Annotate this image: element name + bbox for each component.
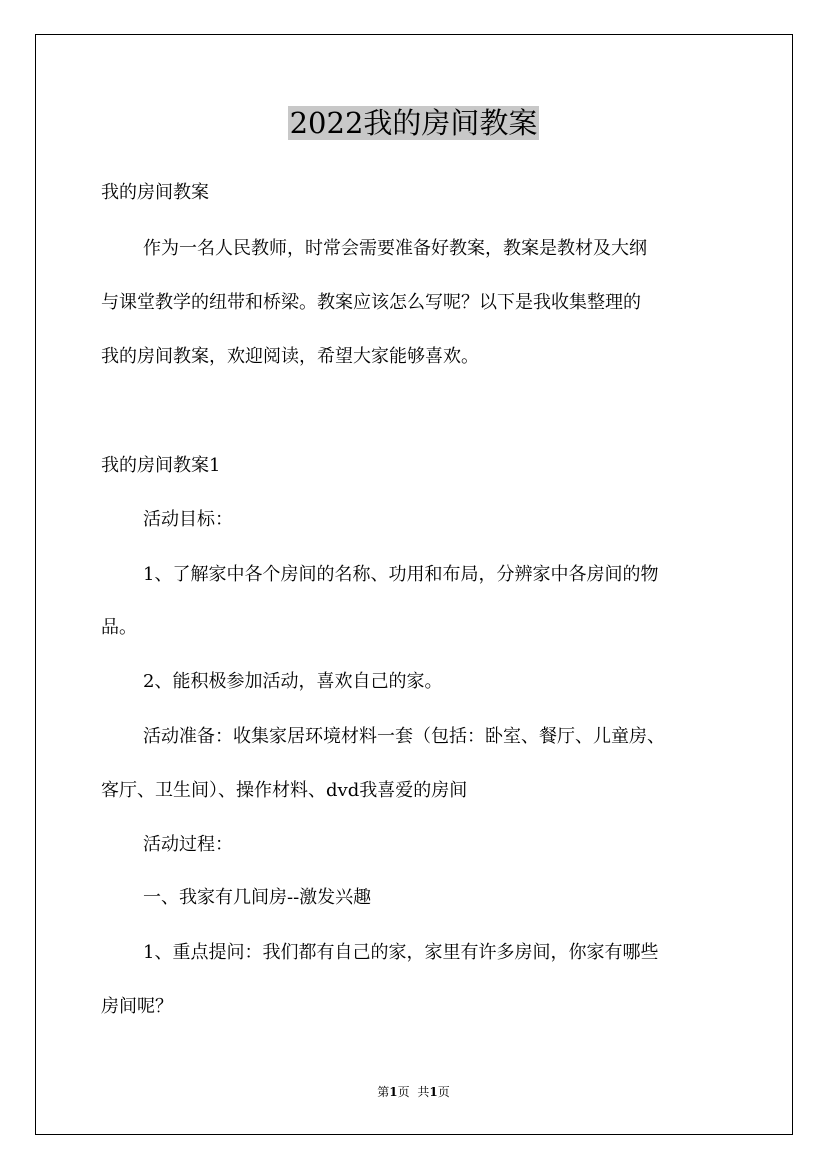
paragraph-line: 活动准备：收集家居环境材料一套（包括：卧室、餐厅、儿童房、 [143, 726, 665, 747]
paragraph-line: 品。 [101, 617, 137, 638]
section-heading: 我的房间教案 [101, 182, 209, 203]
document-title [0, 103, 827, 143]
footer-total-suffix: 页 [437, 1085, 450, 1099]
footer-total-prefix: 共 [417, 1085, 430, 1099]
paragraph-line: 活动过程： [143, 834, 233, 855]
paragraph-line: 我的房间教案，欢迎阅读，希望大家能够喜欢。 [101, 346, 479, 367]
page-footer [0, 1083, 827, 1101]
paragraph-line: 1、重点提问：我们都有自己的家，家里有许多房间，你家有哪些 [143, 942, 659, 963]
paragraph-line: 1、了解家中各个房间的名称、功用和布局，分辨家中各房间的物 [143, 564, 659, 585]
footer-page-prefix: 第 [377, 1085, 390, 1099]
section-heading: 我的房间教案1 [101, 455, 221, 476]
paragraph-line: 房间呢？ [101, 996, 173, 1017]
paragraph-line: 一、我家有几间房--激发兴趣 [143, 887, 372, 908]
paragraph-line: 与课堂教学的纽带和桥梁。教案应该怎么写呢？以下是我收集整理的 [101, 292, 641, 313]
paragraph-line: 2、能积极参加活动，喜欢自己的家。 [143, 671, 443, 692]
footer-total-number: 1 [429, 1085, 438, 1099]
document-title-text: 2022我的房间教案 [289, 106, 538, 140]
paragraph-line: 客厅、卫生间）、操作材料、dvd我喜爱的房间 [101, 780, 468, 801]
paragraph-line: 活动目标： [143, 509, 233, 530]
footer-page-suffix: 页 [397, 1085, 410, 1099]
footer-page-number: 1 [389, 1085, 398, 1099]
paragraph-line: 作为一名人民教师，时常会需要准备好教案，教案是教材及大纲 [143, 238, 647, 259]
